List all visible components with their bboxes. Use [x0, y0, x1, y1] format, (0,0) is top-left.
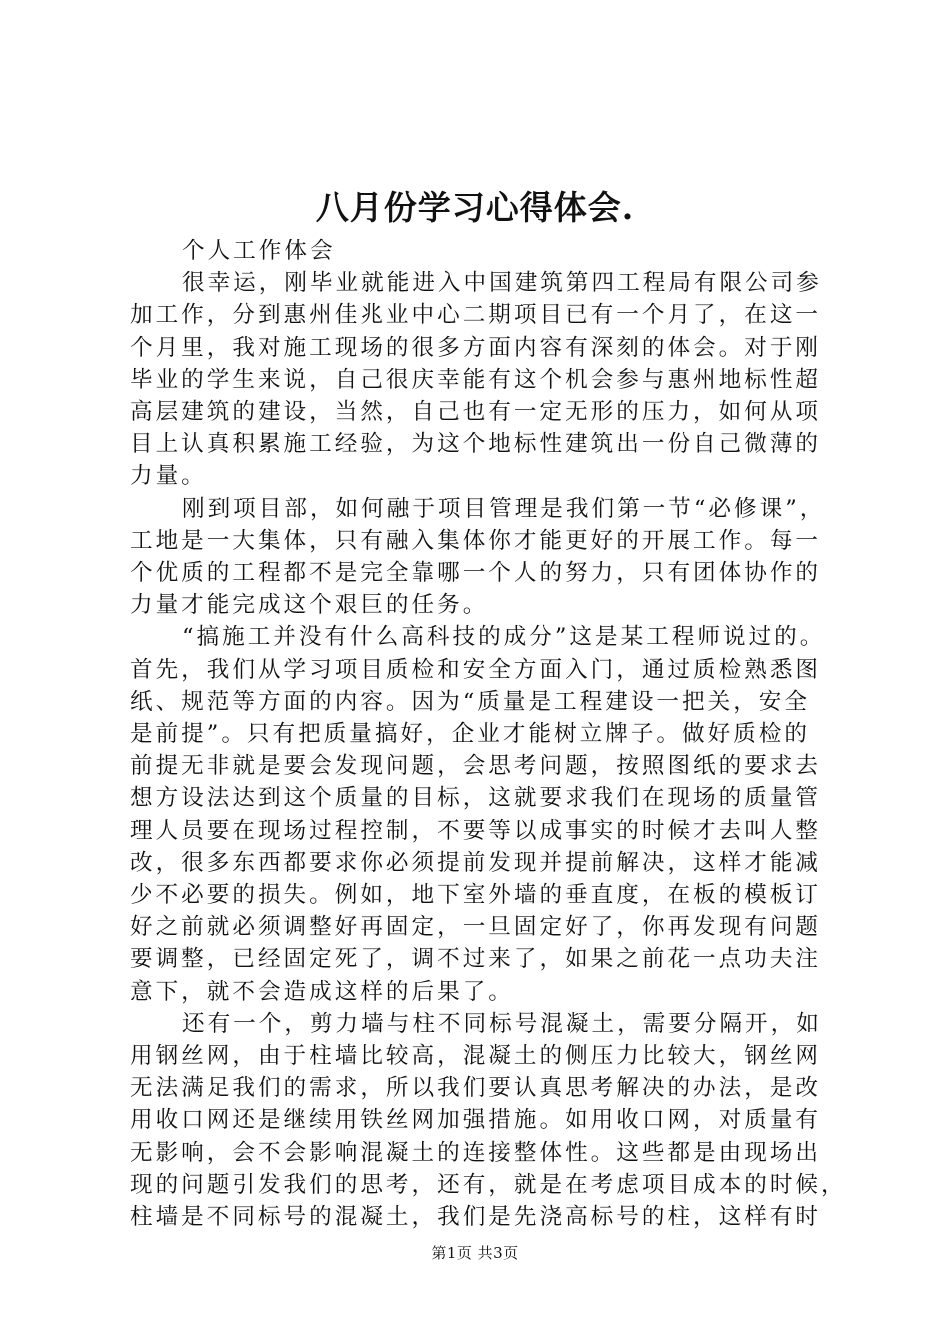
- body-line: “搞施工并没有什么高科技的成分”这是某工程师说过的。: [182, 624, 826, 651]
- body-line: 柱墙是不同标号的混凝土，我们是先浇高标号的柱，这样有时: [130, 1204, 822, 1231]
- body-line: 加工作，分到惠州佳兆业中心二期项目已有一个月了，在这一: [130, 302, 822, 329]
- body-line: 前提无非就是要会发现问题，会思考问题，按照图纸的要求去: [130, 753, 822, 780]
- body-line: 意下，就不会造成这样的后果了。: [130, 978, 514, 1005]
- body-line: 少不必要的损失。例如，地下室外墙的垂直度，在板的模板订: [130, 882, 822, 909]
- body-line: 力量才能完成这个艰巨的任务。: [130, 592, 489, 619]
- body-line: 刚到项目部，如何融于项目管理是我们第一节“必修课”，: [182, 495, 826, 522]
- body-line: 很幸运，刚毕业就能进入中国建筑第四工程局有限公司参: [182, 270, 822, 297]
- body-line: 用钢丝网，由于柱墙比较高，混凝土的侧压力比较大，钢丝网: [130, 1043, 822, 1070]
- document-title: 八月份学习心得体会.: [315, 188, 635, 227]
- body-line: 现的问题引发我们的思考，还有，就是在考虑项目成本的时候，: [130, 1171, 847, 1198]
- body-line: 个人工作体会: [182, 238, 336, 264]
- body-line: 高层建筑的建设，当然，自己也有一定无形的压力，如何从项: [130, 399, 822, 426]
- document-body: [130, 235, 847, 1233]
- page-footer: 第1页 共3页: [431, 1244, 519, 1262]
- body-line: 无影响，会不会影响混凝土的连接整体性。这些都是由现场出: [130, 1139, 822, 1166]
- body-line: 工地是一大集体，只有融入集体你才能更好的开展工作。每一: [130, 527, 822, 554]
- body-line: 无法满足我们的需求，所以我们要认真思考解决的办法，是改: [130, 1075, 822, 1102]
- body-line: 个月里，我对施工现场的很多方面内容有深刻的体会。对于刚: [130, 334, 822, 361]
- body-line: 力量。: [130, 463, 207, 490]
- body-line: 个优质的工程都不是完全靠哪一个人的努力，只有团体协作的: [130, 560, 822, 587]
- body-line: 理人员要在现场过程控制，不要等以成事实的时候才去叫人整: [130, 817, 822, 844]
- body-line: 首先，我们从学习项目质检和安全方面入门，通过质检熟悉图: [130, 656, 822, 683]
- body-line: 纸、规范等方面的内容。因为“质量是工程建设一把关，安全: [130, 688, 810, 715]
- body-line: 想方设法达到这个质量的目标，这就要求我们在现场的质量管: [130, 785, 822, 812]
- body-line: 用收口网还是继续用铁丝网加强措施。如用收口网，对质量有: [130, 1107, 822, 1134]
- body-line: 要调整，已经固定死了，调不过来了，如果之前花一点功夫注: [130, 946, 822, 973]
- body-line: 改，很多东西都要求你必须提前发现并提前解决，这样才能减: [130, 849, 822, 876]
- body-line: 还有一个，剪力墙与柱不同标号混凝土，需要分隔开，如: [182, 1010, 822, 1037]
- body-line: 好之前就必须调整好再固定，一旦固定好了，你再发现有问题: [130, 914, 822, 941]
- body-line: 是前提”。只有把质量搞好，企业才能树立牌子。做好质检的: [130, 721, 810, 748]
- body-line: 毕业的学生来说，自己很庆幸能有这个机会参与惠州地标性超: [130, 366, 822, 393]
- body-line: 目上认真积累施工经验，为这个地标性建筑出一份自己微薄的: [130, 431, 822, 458]
